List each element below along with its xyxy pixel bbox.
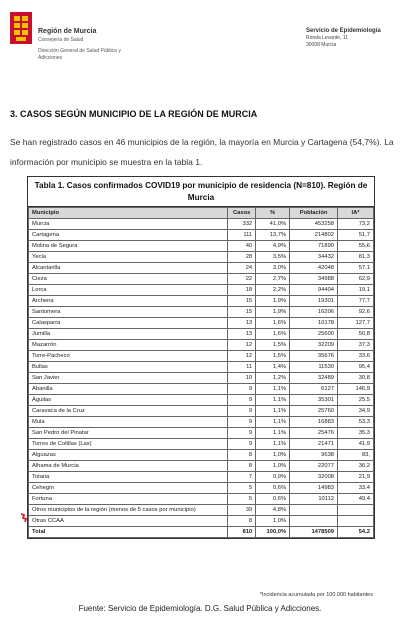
cell-poblacion: 25476: [290, 428, 338, 439]
municipality-table: [27, 176, 375, 539]
cell-municipio: San Pedro del Pinatar: [29, 428, 228, 439]
total-ia: 54,2: [338, 527, 374, 538]
cell-ia: 77,7: [338, 296, 374, 307]
cell-ia: 50,8: [338, 329, 374, 340]
cell-casos: 40: [228, 241, 256, 252]
cell-ia: 30,8: [338, 373, 374, 384]
cell-poblacion: 22077: [290, 461, 338, 472]
total-percent: 100,0%: [256, 527, 290, 538]
cell-percent: 1,0%: [256, 450, 290, 461]
cell-casos: 13: [228, 318, 256, 329]
cell-casos: 24: [228, 263, 256, 274]
cell-municipio: Torre-Pacheco: [29, 351, 228, 362]
cell-casos: 332: [228, 219, 256, 230]
total-casos: 810: [228, 527, 256, 538]
table-row: [29, 351, 374, 362]
cell-percent: 4,8%: [256, 505, 290, 516]
cell-municipio: Abanilla: [29, 384, 228, 395]
cell-ia: 62,9: [338, 274, 374, 285]
cell-casos: 5: [228, 483, 256, 494]
cell-municipio: Calasparra: [29, 318, 228, 329]
cell-ia: 34,9: [338, 406, 374, 417]
cell-ia: [338, 516, 374, 527]
cell-poblacion: 32209: [290, 340, 338, 351]
table-source: Fuente: Servicio de Epidemiología. D.G. Salud Pública y Adicciones.: [78, 604, 322, 613]
cell-ia: 37,3: [338, 340, 374, 351]
cell-municipio: Archena: [29, 296, 228, 307]
cell-casos: 22: [228, 274, 256, 285]
cell-percent: 0,6%: [256, 494, 290, 505]
cell-ia: 73,2: [338, 219, 374, 230]
cell-casos: 39: [228, 505, 256, 516]
table-row: [29, 395, 374, 406]
cell-percent: 4,9%: [256, 241, 290, 252]
cell-poblacion: 34432: [290, 252, 338, 263]
cell-casos: 9: [228, 439, 256, 450]
cell-municipio: Torres de Cotillas (Las): [29, 439, 228, 450]
service-name: Servicio de Epidemiología: [306, 28, 381, 34]
cell-casos: 8: [228, 461, 256, 472]
cell-casos: 28: [228, 252, 256, 263]
cell-municipio: Alhama de Murcia: [29, 461, 228, 472]
cell-poblacion: 16206: [290, 307, 338, 318]
letterhead: [0, 0, 408, 80]
cell-poblacion: 10178: [290, 318, 338, 329]
cell-municipio: Águilas: [29, 395, 228, 406]
cell-municipio: Cartagena: [29, 230, 228, 241]
cell-poblacion: 25760: [290, 406, 338, 417]
cell-casos: 18: [228, 285, 256, 296]
header-ia: IA*: [338, 208, 374, 219]
table-row: [29, 241, 374, 252]
table-row: [29, 516, 374, 527]
cell-percent: 13,7%: [256, 230, 290, 241]
table-row: [29, 329, 374, 340]
cell-municipio: Otros municipios de la región (menos de 5 casos por municipio): [29, 505, 228, 516]
cell-casos: 7: [228, 472, 256, 483]
table-row: [29, 373, 374, 384]
cell-poblacion: 32489: [290, 373, 338, 384]
cell-casos: 8: [228, 450, 256, 461]
cell-poblacion: 14983: [290, 483, 338, 494]
cell-poblacion: 19301: [290, 296, 338, 307]
cell-municipio: Fortuna: [29, 494, 228, 505]
cell-ia: [338, 505, 374, 516]
cell-percent: 1,9%: [256, 307, 290, 318]
cell-percent: 2,2%: [256, 285, 290, 296]
org-name: Región de Murcia: [38, 28, 97, 35]
cell-municipio: Cieza: [29, 274, 228, 285]
cell-municipio: Cehegín: [29, 483, 228, 494]
table-row: [29, 472, 374, 483]
table-footnote: *Incidencia acumulada por 100.000 habitantes: [259, 592, 373, 598]
table-row: [29, 450, 374, 461]
table-row: [29, 296, 374, 307]
cell-casos: 12: [228, 351, 256, 362]
cell-poblacion: [290, 516, 338, 527]
section-title: 3. CASOS SEGÚN MUNICIPIO DE LA REGIÓN DE MURCIA: [10, 109, 258, 119]
cell-ia: 41,9: [338, 439, 374, 450]
intro-paragraph: Se han registrado casos en 46 municipios de la región, la mayoría en Murcia y Cartagena (54,7%). La información por municipio se muestra en la tabla 1.: [10, 137, 394, 167]
cell-casos: 5: [228, 494, 256, 505]
cell-municipio: Jumilla: [29, 329, 228, 340]
cell-ia: 19,1: [338, 285, 374, 296]
cell-percent: 0,6%: [256, 483, 290, 494]
cell-poblacion: 214802: [290, 230, 338, 241]
cell-municipio: Murcia: [29, 219, 228, 230]
cell-casos: 13: [228, 329, 256, 340]
address-line-2: 30008 Murcia: [306, 42, 337, 48]
table-row: [29, 307, 374, 318]
cell-percent: 2,7%: [256, 274, 290, 285]
cell-municipio: Yecla: [29, 252, 228, 263]
cell-municipio: Lorca: [29, 285, 228, 296]
header-percent: %: [256, 208, 290, 219]
cell-percent: 1,1%: [256, 428, 290, 439]
cell-casos: 15: [228, 307, 256, 318]
table-row: [29, 230, 374, 241]
region-coat-of-arms-logo: [10, 12, 32, 44]
cell-percent: 1,1%: [256, 406, 290, 417]
cell-percent: 1,0%: [256, 461, 290, 472]
cell-percent: 1,2%: [256, 373, 290, 384]
cell-percent: 1,1%: [256, 384, 290, 395]
cell-ia: 33,4: [338, 483, 374, 494]
cell-ia: 49,4: [338, 494, 374, 505]
table-total-row: [29, 527, 374, 538]
cell-municipio: Caravaca de la Cruz: [29, 406, 228, 417]
cell-casos: 15: [228, 296, 256, 307]
cell-ia: 146,9: [338, 384, 374, 395]
cell-percent: 3,0%: [256, 263, 290, 274]
table-caption: Tabla 1. Casos confirmados COVID19 por municipio de residencia (N=810). Región de Murcia: [28, 177, 374, 207]
cell-poblacion: 10112: [290, 494, 338, 505]
table-row: [29, 483, 374, 494]
cell-ia: 36,2: [338, 461, 374, 472]
table-row: [29, 461, 374, 472]
total-label: Total: [29, 527, 228, 538]
cell-casos: 111: [228, 230, 256, 241]
cell-ia: 57,1: [338, 263, 374, 274]
cell-ia: 81,3: [338, 252, 374, 263]
cell-ia: 95,4: [338, 362, 374, 373]
table-row: [29, 505, 374, 516]
cell-ia: 35,3: [338, 428, 374, 439]
cell-casos: 9: [228, 395, 256, 406]
cell-percent: 1,6%: [256, 318, 290, 329]
table-row: [29, 406, 374, 417]
cell-casos: 9: [228, 428, 256, 439]
cell-casos: 9: [228, 384, 256, 395]
cell-percent: 1,4%: [256, 362, 290, 373]
cell-poblacion: 32008: [290, 472, 338, 483]
table-row: [29, 439, 374, 450]
cell-casos: 9: [228, 417, 256, 428]
cell-municipio: Alguazas: [29, 450, 228, 461]
cell-municipio: Mula: [29, 417, 228, 428]
cell-percent: 1,0%: [256, 516, 290, 527]
cell-ia: 51,7: [338, 230, 374, 241]
department-name: Consejería de Salud: [38, 37, 84, 43]
cell-ia: 25,5: [338, 395, 374, 406]
cell-ia: 83,: [338, 450, 374, 461]
table-row: [29, 384, 374, 395]
cell-percent: 1,6%: [256, 329, 290, 340]
cell-municipio: San Javier: [29, 373, 228, 384]
cell-poblacion: [290, 505, 338, 516]
cell-municipio: Mazarrón: [29, 340, 228, 351]
cell-municipio: Totana: [29, 472, 228, 483]
cell-ia: 55,6: [338, 241, 374, 252]
header-casos: Casos: [228, 208, 256, 219]
cell-percent: 41,0%: [256, 219, 290, 230]
cell-ia: 92,6: [338, 307, 374, 318]
cell-percent: 1,5%: [256, 340, 290, 351]
cell-municipio: Alcantarilla: [29, 263, 228, 274]
cell-poblacion: 9638: [290, 450, 338, 461]
cell-poblacion: 21471: [290, 439, 338, 450]
header-poblacion: Población: [290, 208, 338, 219]
cell-percent: 0,9%: [256, 472, 290, 483]
cell-municipio: Molina de Segura: [29, 241, 228, 252]
red-pen-mark: [20, 513, 28, 523]
cell-poblacion: 25600: [290, 329, 338, 340]
cell-percent: 1,9%: [256, 296, 290, 307]
directorate-name: Dirección General de Salud Pública y Adicciones: [38, 48, 121, 61]
cell-ia: 53,3: [338, 417, 374, 428]
table-row: [29, 274, 374, 285]
table-row: [29, 494, 374, 505]
cell-casos: 12: [228, 340, 256, 351]
cell-casos: 9: [228, 406, 256, 417]
cell-poblacion: 42048: [290, 263, 338, 274]
table-row: [29, 428, 374, 439]
cell-municipio: Bullas: [29, 362, 228, 373]
cell-poblacion: 11530: [290, 362, 338, 373]
cell-municipio: Otras CCAA: [29, 516, 228, 527]
table-row: [29, 219, 374, 230]
cell-poblacion: 16883: [290, 417, 338, 428]
table-row: [29, 417, 374, 428]
service-block: [306, 28, 401, 49]
table-row: [29, 362, 374, 373]
table-row: [29, 340, 374, 351]
cell-ia: 127,7: [338, 318, 374, 329]
cell-poblacion: 71890: [290, 241, 338, 252]
cell-percent: 1,1%: [256, 439, 290, 450]
address-line-1: Ronda Levante, 11: [306, 35, 348, 41]
header-municipio: Municipio: [29, 208, 228, 219]
table-row: [29, 263, 374, 274]
cell-poblacion: 94404: [290, 285, 338, 296]
cell-percent: 1,5%: [256, 351, 290, 362]
table-header-row: [29, 208, 374, 219]
cell-ia: 33,6: [338, 351, 374, 362]
table-row: [29, 318, 374, 329]
cell-municipio: Santomera: [29, 307, 228, 318]
cell-poblacion: 35676: [290, 351, 338, 362]
table-row: [29, 285, 374, 296]
cell-percent: 1,1%: [256, 417, 290, 428]
cell-casos: 8: [228, 516, 256, 527]
cell-casos: 11: [228, 362, 256, 373]
cell-percent: 1,1%: [256, 395, 290, 406]
cell-poblacion: 34988: [290, 274, 338, 285]
cell-poblacion: 35301: [290, 395, 338, 406]
table-row: [29, 252, 374, 263]
cell-poblacion: 6127: [290, 384, 338, 395]
cell-ia: 21,9: [338, 472, 374, 483]
cell-casos: 10: [228, 373, 256, 384]
cell-percent: 3,5%: [256, 252, 290, 263]
cell-poblacion: 453258: [290, 219, 338, 230]
total-poblacion: 1478509: [290, 527, 338, 538]
